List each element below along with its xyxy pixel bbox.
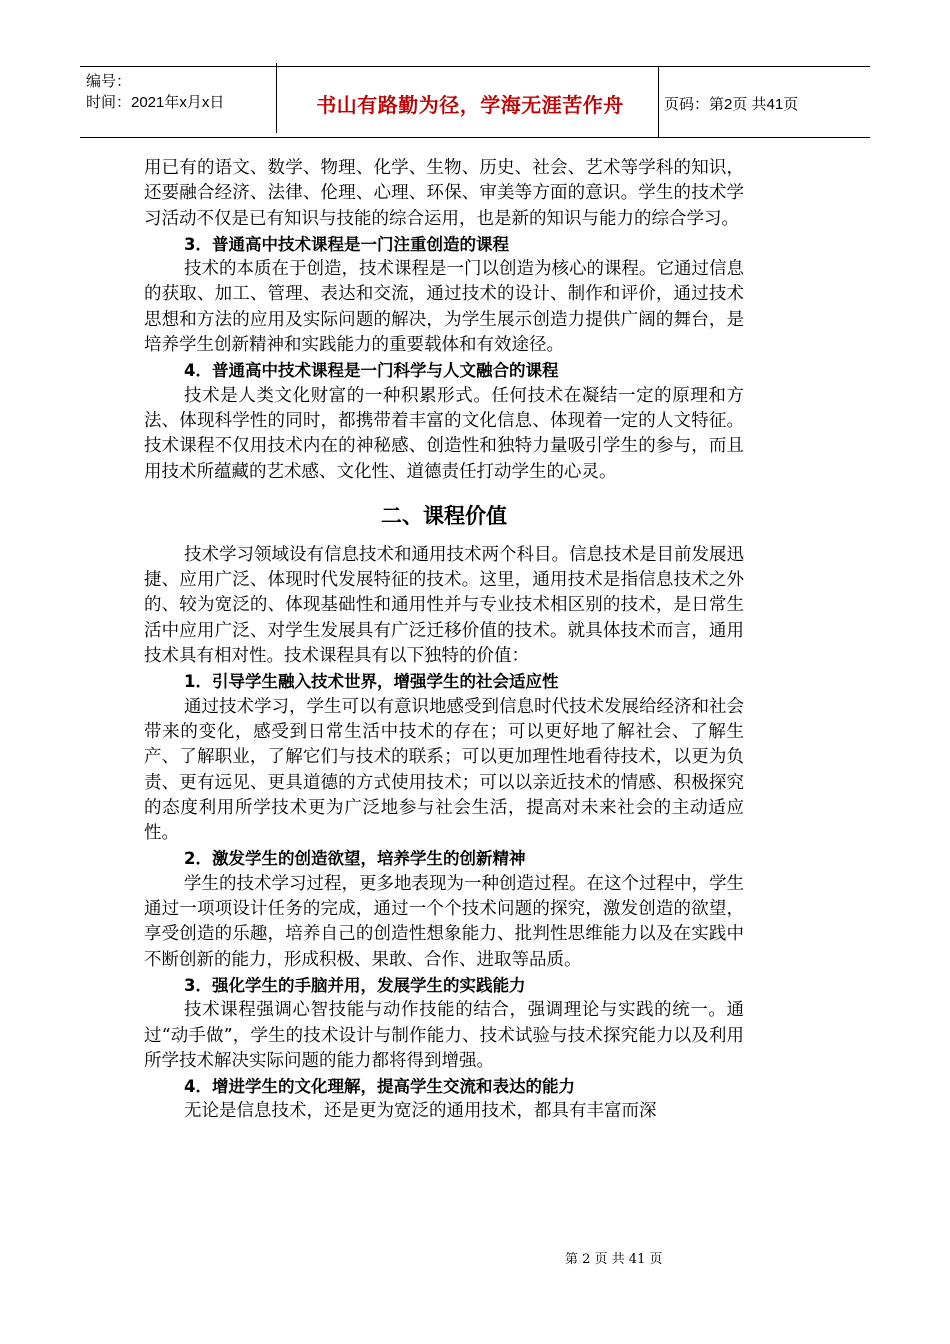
paragraph: 技术学习领域设有信息技术和通用技术两个科目。信息技术是目前发展迅捷、应用广泛、体现时代发展特征的技术。这里，通用技术是指信息技术之外的、较为宽泛的、体现基础性和通用性并与专业技术相区别的技术，是日常生活中应用广泛、对学生发展具有广泛迁移价值的技术。就具体技术而言，通用技术具有相对性。技术课程具有以下独特的价值： [144,544,744,667]
page-header [80,66,870,138]
time-label: 时间：2021年x月x日 [86,94,225,111]
number-label: 编号： [86,73,132,90]
paragraph: 无论是信息技术，还是更为宽泛的通用技术，都具有丰富而深 [184,1101,657,1122]
subheading: 4．增进学生的文化理解，提高学生交流和表达的能力 [184,1077,575,1097]
section-title: 二、课程价值 [381,503,507,528]
page-footer: 第 2 页 共 41 页 [565,1252,663,1267]
header-meta [86,71,276,113]
subheading: 4．普通高中技术课程是一门科学与人文融合的课程 [184,361,559,381]
paragraph: 技术是人类文化财富的一种积累形式。任何技术在凝结一定的原理和方法、体现科学性的同时，都携带着丰富的文化信息、体现着一定的人文特征。技术课程不仅用技术内在的神秘感、创造性和独特力量吸引学生的参与，而且用技术所蕴藏的艺术感、文化性、道德责任打动学生的心灵。 [144,385,744,482]
subheading: 3．普通高中技术课程是一门注重创造的课程 [184,234,509,254]
header-divider-left [276,63,277,133]
document-body [144,156,744,1125]
paragraph: 用已有的语文、数学、物理、化学、生物、历史、社会、艺术等学科的知识，还要融合经济、法律、伦理、心理、环保、审美等方面的意识。学生的技术学习活动不仅是已有知识与技能的综合运用，也是新的知识与能力的综合学习。 [144,158,744,229]
paragraph: 技术的本质在于创造，技术课程是一门以创造为核心的课程。它通过信息的获取、加工、管理、表达和交流，通过技术的设计、制作和评价，通过技术思想和方法的应用及实际问题的解决，为学生展示创造力提供广阔的舞台，是培养学生创新精神和实践能力的重要载体和有效途径。 [144,259,744,356]
header-page-info: 页码：第2页 共41页 [664,96,799,113]
subheading: 1．引导学生融入技术世界，增强学生的社会适应性 [184,672,559,692]
paragraph: 学生的技术学习过程，更多地表现为一种创造过程。在这个过程中，学生通过一项项设计任务的完成，通过一个个技术问题的探究，激发创造的欲望，享受创造的乐趣，培养自己的创造性想象能力、批判性思维能力以及在实践中不断创新的能力，形成积极、果敢、合作、进取等品质。 [144,873,744,970]
paragraph: 技术课程强调心智技能与动作技能的结合，强调理论与实践的统一。通过“动手做”，学生的技术设计与制作能力、技术试验与技术探究能力以及利用所学技术解决实际问题的能力都将得到增强。 [144,1000,744,1071]
header-divider-right [658,67,659,137]
header-motto: 书山有路勤为径，学海无涯苦作舟 [316,93,624,117]
paragraph: 通过技术学习，学生可以有意识地感受到信息时代技术发展给经济和社会带来的变化，感受到日常生活中技术的存在；可以更好地了解社会、了解生产、了解职业，了解它们与技术的联系；可以更加理性地看待技术，以更为负责、更有远见、更具道德的方式使用技术；可以以亲近技术的情感、积极探究的态度利用所学技术更为广泛地参与社会生活，提高对未来社会的主动适应性。 [144,696,744,844]
subheading: 3．强化学生的手脑并用，发展学生的实践能力 [184,975,526,995]
subheading: 2．激发学生的创造欲望，培养学生的创新精神 [184,849,526,869]
